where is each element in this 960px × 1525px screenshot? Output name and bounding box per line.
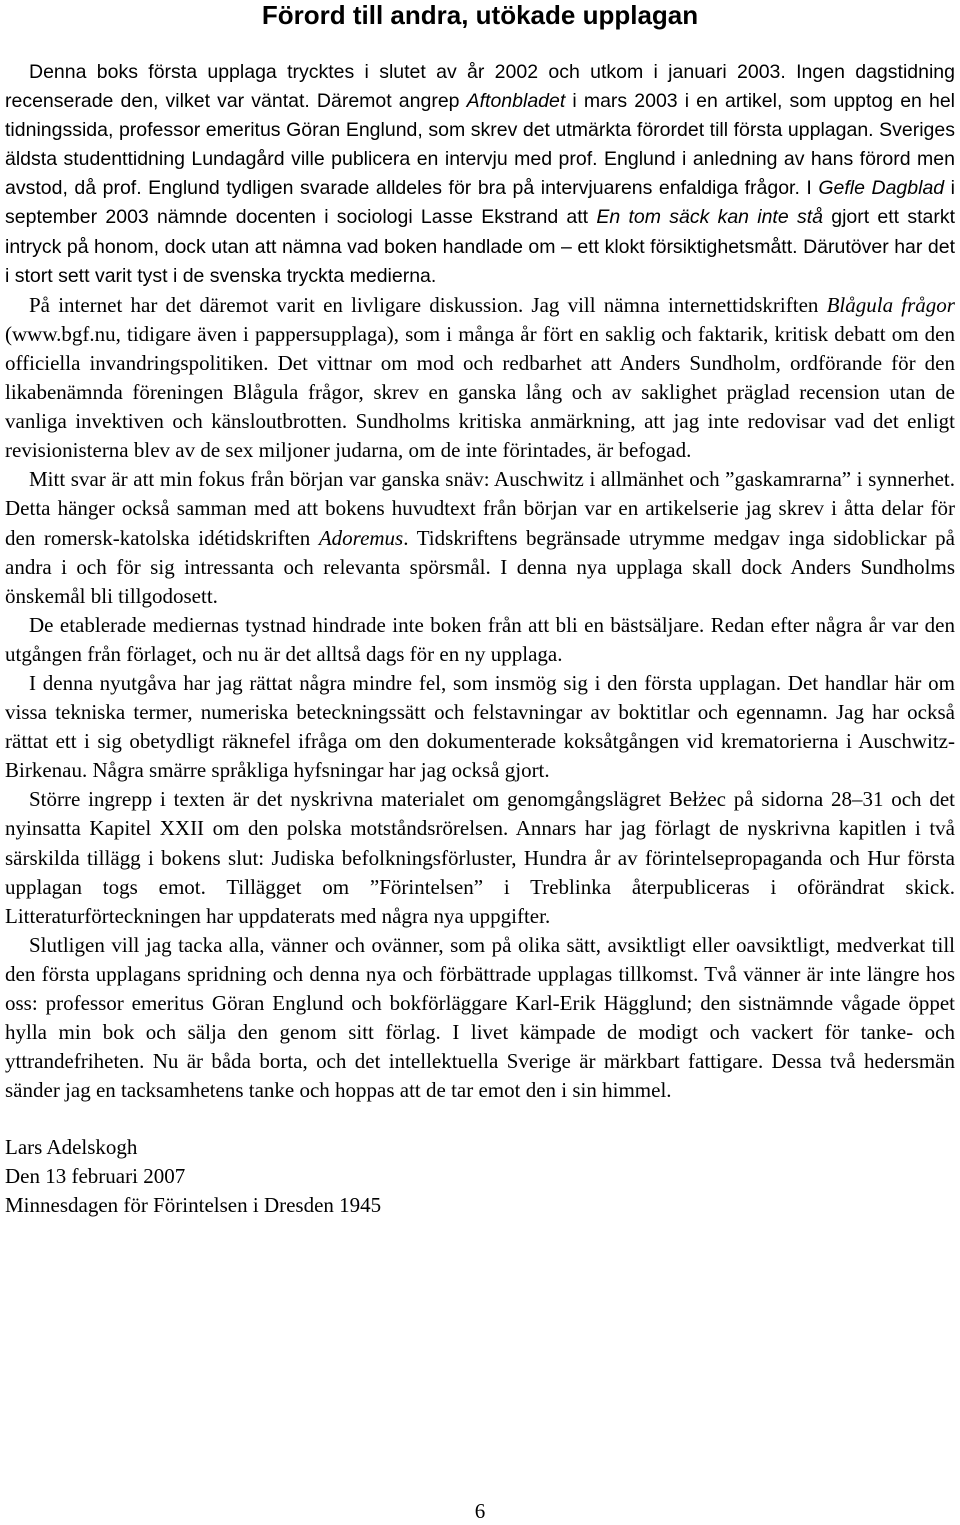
text-run: De etablerade mediernas tystnad hindrade inte boken från att bli en bästsäljare. Redan efter några år var den utgången från förlaget, och nu är det alltså dags för en ny upplaga. [5, 612, 955, 666]
paragraph-7 [5, 931, 955, 1106]
text-run: i september 2003 nämnde docenten i sociologi Lasse Ekstrand att [5, 177, 955, 229]
author-name: Lars Adelskogh [5, 1135, 138, 1160]
italic-run: Adoremus [318, 525, 404, 550]
page-number: 6 [474, 1499, 486, 1523]
document-page [5, 0, 955, 1220]
paragraph-2 [5, 291, 955, 466]
text-run: Mitt svar är att min fokus från början var ganska snäv: Auschwitz i allmänhet och ”gaskamrarna” i synnerhet. Detta hänger också samman med att bokens huvudtext från början var en artikelserie jag skrev i åtta delar för den romersk-katolska idétidskriften [5, 467, 955, 550]
paragraph-5 [5, 669, 955, 785]
page-title: Förord till andra, utökade upplagan [261, 0, 699, 30]
text-run: På internet har det däremot varit en livligare diskussion. Jag vill nämna internettidskriften [29, 292, 827, 317]
text-run: Denna boks första upplaga trycktes i slutet av år 2002 och utkom i januari 2003. Ingen dagstidning recenserade den, vilket var väntat. Däremot angrep [5, 61, 955, 113]
text-run: I [806, 177, 819, 200]
text-run: (www.bgf.nu, tidigare även i pappersupplaga), som i många år fört en saklig och faktarik, kritisk debatt om den officiella invandringspolitiken. Det vittnar om mod och redbarhet att Anders Sundholm, ordförande för den likabenämnda föreningen Blågula frågor, skrev en ganska lång och av saklighet präglad recension utan de vanliga invektiven och känsloutbrotten. Sundholms kritiska anmärkning, att jag inte redovisar vad det enligt revisionisterna blev av de sex miljoner judarna, om de inte förintades, är befogad. [5, 321, 955, 463]
text-run: I denna nyutgåva har jag rättat några mindre fel, som insmög sig i den första upplagan. Det handlar här om vissa tekniska termer, numeriska beteckningssätt och felstavningar av boktitlar och egennamn. Jag har också rättat ett i sig obetydligt räknefel ifråga om den dokumenterade koksåtgången vid krematorierna i Auschwitz-Birkenau. Några smärre språkliga hyfsningar har jag också gjort. [5, 670, 955, 783]
italic-run: Blågula frågor [826, 292, 955, 317]
italic-run: En tom säck kan inte stå [596, 206, 823, 229]
paragraph-1 [5, 58, 955, 291]
paragraph-3 [5, 465, 955, 610]
text-run: i mars 2003 i en artikel, som upptog en hel tidningssida, professor emeritus Göran Englund, som skrev det utmärkta förordet till första upplagan. Sveriges äldsta studenttidning Lundagård ville publicera en intervju med prof. Englund i anledning av hans förord men avstod, då prof. Englund tydligen svarade alldeles för bra på intervjuarens enfaldiga frågor. [5, 90, 956, 200]
paragraph-6 [5, 785, 955, 930]
text-run: gjort ett starkt intryck på honom, dock utan att nämna vad boken handlade om – ett klokt försiktighetsmått. Därutöver har det i stort sett varit tyst i de svenska tryckta medierna. [5, 206, 956, 287]
signature-block [5, 1133, 955, 1220]
paragraph-4 [5, 611, 955, 669]
italic-run: Gefle Dagblad [818, 177, 945, 200]
body-text [5, 58, 955, 1105]
text-run: . Tidskriftens begränsade utrymme medgav inga sidoblickar på andra i och för sig intressanta och relevanta spörsmål. I denna nya upplaga skall dock Anders Sundholms önskemål bli tillgodosett. [5, 525, 955, 608]
text-run: Slutligen vill jag tacka alla, vänner och ovänner, som på olika sätt, avsiktligt eller oavsiktligt, medverkat till den första upplagans spridning och denna nya och förbättrade upplagas tillkomst. Två vänner är inte längre hos oss: professor emeritus Göran Englund och bokförläggare Karl-Erik Hägglund; den sistnämnde vågade öppet hylla min bok och sälja den genom sitt förlag. I livet kämpade de modigt och vackert för tanke- och yttrandefriheten. Nu är båda borta, och det intellektuella Sverige är märkbart fattigare. Dessa två hedersmän sänder jag en tacksamhetens tanke och hoppas att de tar emot den i sin himmel. [5, 932, 955, 1103]
signature-occasion: Minnesdagen för Förintelsen i Dresden 1945 [5, 1193, 382, 1218]
signature-date: Den 13 februari 2007 [5, 1164, 186, 1189]
italic-run: Aftonbladet [466, 90, 566, 113]
text-run: Större ingrepp i texten är det nyskrivna materialet om genomgångslägret Bełżec på sidorna 28–31 och det nyinsatta Kapitel XXII om den polska motståndsrörelsen. Annars har jag förlagt de nyskrivna kapitlen i två särskilda tillägg i bokens slut: Judiska befolkningsförluster, Hundra år av förintelsepropaganda och Hur första upplagan togs emot. Tillägget om ”Förintelsen” i Treblinka återpubliceras i oförändrat skick. Litteraturförteckningen har uppdaterats med några nya uppgifter. [5, 787, 955, 928]
